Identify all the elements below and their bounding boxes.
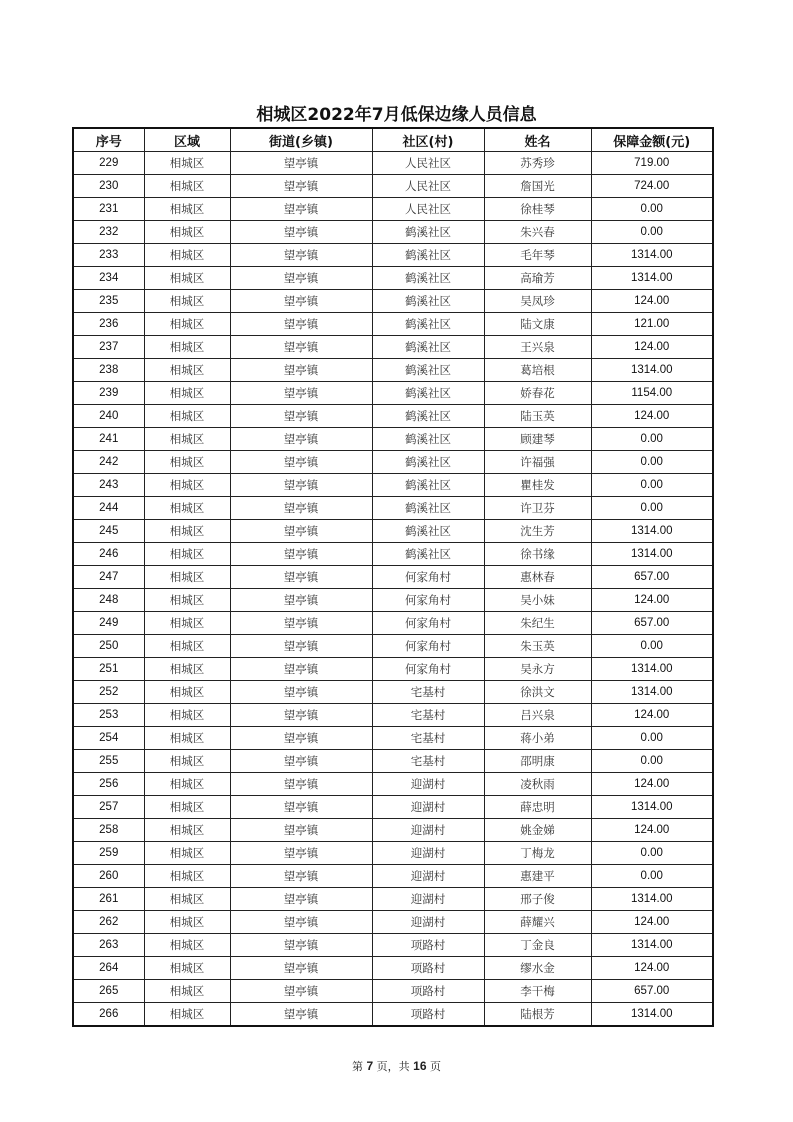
cell-index: 266 — [73, 1003, 144, 1027]
cell-district: 相城区 — [144, 198, 230, 221]
table-row — [73, 819, 713, 842]
cell-name: 邢子俊 — [484, 888, 591, 911]
cell-amount: 0.00 — [591, 865, 713, 888]
cell-name: 詹国光 — [484, 175, 591, 198]
footer-total-pages: 16 — [413, 1059, 427, 1073]
cell-street: 望亭镇 — [230, 957, 372, 980]
cell-index: 261 — [73, 888, 144, 911]
table-row — [73, 405, 713, 428]
cell-street: 望亭镇 — [230, 704, 372, 727]
table-row — [73, 267, 713, 290]
cell-name: 顾建琴 — [484, 428, 591, 451]
page-footer — [0, 1058, 793, 1074]
cell-street: 望亭镇 — [230, 290, 372, 313]
cell-index: 263 — [73, 934, 144, 957]
cell-index: 243 — [73, 474, 144, 497]
cell-community: 人民社区 — [372, 152, 484, 175]
cell-street: 望亭镇 — [230, 267, 372, 290]
cell-community: 鹤溪社区 — [372, 336, 484, 359]
header-district: 区域 — [144, 128, 230, 152]
cell-name: 薛耀兴 — [484, 911, 591, 934]
cell-district: 相城区 — [144, 704, 230, 727]
cell-name: 丁梅龙 — [484, 842, 591, 865]
cell-name: 缪水金 — [484, 957, 591, 980]
footer-prefix: 第 — [351, 1060, 363, 1073]
cell-name: 瞿桂发 — [484, 474, 591, 497]
table-row — [73, 865, 713, 888]
table-row — [73, 612, 713, 635]
cell-street: 望亭镇 — [230, 405, 372, 428]
cell-district: 相城区 — [144, 152, 230, 175]
cell-name: 葛培根 — [484, 359, 591, 382]
cell-amount: 719.00 — [591, 152, 713, 175]
cell-district: 相城区 — [144, 727, 230, 750]
cell-street: 望亭镇 — [230, 819, 372, 842]
cell-name: 朱纪生 — [484, 612, 591, 635]
cell-district: 相城区 — [144, 359, 230, 382]
cell-street: 望亭镇 — [230, 428, 372, 451]
cell-name: 徐洪文 — [484, 681, 591, 704]
cell-amount: 1314.00 — [591, 244, 713, 267]
table-row — [73, 888, 713, 911]
cell-street: 望亭镇 — [230, 336, 372, 359]
cell-community: 迎湖村 — [372, 773, 484, 796]
cell-amount: 124.00 — [591, 336, 713, 359]
cell-district: 相城区 — [144, 474, 230, 497]
cell-street: 望亭镇 — [230, 359, 372, 382]
footer-current-page: 7 — [366, 1059, 374, 1073]
cell-index: 239 — [73, 382, 144, 405]
cell-community: 何家角村 — [372, 566, 484, 589]
cell-index: 255 — [73, 750, 144, 773]
cell-amount: 124.00 — [591, 911, 713, 934]
cell-index: 248 — [73, 589, 144, 612]
cell-community: 迎湖村 — [372, 888, 484, 911]
table-row — [73, 957, 713, 980]
cell-index: 264 — [73, 957, 144, 980]
cell-street: 望亭镇 — [230, 451, 372, 474]
cell-street: 望亭镇 — [230, 152, 372, 175]
cell-community: 何家角村 — [372, 635, 484, 658]
cell-name: 许卫芬 — [484, 497, 591, 520]
cell-community: 人民社区 — [372, 198, 484, 221]
cell-community: 鹤溪社区 — [372, 244, 484, 267]
table-row — [73, 152, 713, 175]
cell-community: 项路村 — [372, 1003, 484, 1027]
cell-index: 254 — [73, 727, 144, 750]
table-row — [73, 175, 713, 198]
header-index: 序号 — [73, 128, 144, 152]
cell-index: 256 — [73, 773, 144, 796]
cell-community: 宅基村 — [372, 750, 484, 773]
cell-street: 望亭镇 — [230, 520, 372, 543]
cell-community: 项路村 — [372, 934, 484, 957]
table-row — [73, 704, 713, 727]
cell-street: 望亭镇 — [230, 244, 372, 267]
cell-community: 鹤溪社区 — [372, 405, 484, 428]
table-row — [73, 313, 713, 336]
cell-district: 相城区 — [144, 635, 230, 658]
cell-name: 李干梅 — [484, 980, 591, 1003]
cell-community: 项路村 — [372, 980, 484, 1003]
table-row — [73, 842, 713, 865]
cell-street: 望亭镇 — [230, 175, 372, 198]
cell-district: 相城区 — [144, 244, 230, 267]
cell-index: 229 — [73, 152, 144, 175]
cell-amount: 124.00 — [591, 773, 713, 796]
cell-district: 相城区 — [144, 865, 230, 888]
cell-name: 娇春花 — [484, 382, 591, 405]
cell-name: 惠建平 — [484, 865, 591, 888]
cell-community: 鹤溪社区 — [372, 428, 484, 451]
cell-community: 迎湖村 — [372, 842, 484, 865]
table-row — [73, 497, 713, 520]
cell-street: 望亭镇 — [230, 543, 372, 566]
cell-community: 人民社区 — [372, 175, 484, 198]
cell-amount: 657.00 — [591, 612, 713, 635]
cell-district: 相城区 — [144, 382, 230, 405]
table-row — [73, 773, 713, 796]
cell-amount: 0.00 — [591, 451, 713, 474]
table-row — [73, 290, 713, 313]
cell-district: 相城区 — [144, 842, 230, 865]
cell-street: 望亭镇 — [230, 658, 372, 681]
footer-middle: 页，共 — [376, 1060, 410, 1073]
cell-community: 鹤溪社区 — [372, 497, 484, 520]
cell-district: 相城区 — [144, 175, 230, 198]
cell-index: 247 — [73, 566, 144, 589]
cell-community: 鹤溪社区 — [372, 543, 484, 566]
cell-district: 相城区 — [144, 934, 230, 957]
cell-index: 252 — [73, 681, 144, 704]
cell-name: 徐桂琴 — [484, 198, 591, 221]
cell-district: 相城区 — [144, 451, 230, 474]
cell-index: 236 — [73, 313, 144, 336]
table-row — [73, 635, 713, 658]
cell-street: 望亭镇 — [230, 589, 372, 612]
cell-community: 迎湖村 — [372, 796, 484, 819]
cell-name: 陆根芳 — [484, 1003, 591, 1027]
cell-amount: 124.00 — [591, 704, 713, 727]
cell-name: 许福强 — [484, 451, 591, 474]
cell-name: 徐书缘 — [484, 543, 591, 566]
cell-index: 245 — [73, 520, 144, 543]
cell-district: 相城区 — [144, 612, 230, 635]
cell-community: 宅基村 — [372, 681, 484, 704]
cell-street: 望亭镇 — [230, 474, 372, 497]
cell-district: 相城区 — [144, 957, 230, 980]
cell-name: 薛忠明 — [484, 796, 591, 819]
cell-community: 何家角村 — [372, 658, 484, 681]
cell-name: 蒋小弟 — [484, 727, 591, 750]
cell-index: 237 — [73, 336, 144, 359]
cell-district: 相城区 — [144, 681, 230, 704]
cell-name: 惠林春 — [484, 566, 591, 589]
table-row — [73, 589, 713, 612]
cell-community: 鹤溪社区 — [372, 267, 484, 290]
cell-name: 邵明康 — [484, 750, 591, 773]
cell-amount: 1314.00 — [591, 359, 713, 382]
cell-street: 望亭镇 — [230, 1003, 372, 1027]
cell-name: 朱兴春 — [484, 221, 591, 244]
cell-name: 高瑜芳 — [484, 267, 591, 290]
cell-street: 望亭镇 — [230, 796, 372, 819]
cell-district: 相城区 — [144, 980, 230, 1003]
cell-name: 毛年琴 — [484, 244, 591, 267]
table-row — [73, 658, 713, 681]
cell-street: 望亭镇 — [230, 865, 372, 888]
cell-community: 鹤溪社区 — [372, 474, 484, 497]
cell-amount: 1314.00 — [591, 543, 713, 566]
cell-amount: 0.00 — [591, 635, 713, 658]
cell-amount: 1314.00 — [591, 796, 713, 819]
table-row — [73, 244, 713, 267]
cell-district: 相城区 — [144, 221, 230, 244]
cell-amount: 0.00 — [591, 750, 713, 773]
cell-amount: 124.00 — [591, 819, 713, 842]
cell-index: 232 — [73, 221, 144, 244]
cell-district: 相城区 — [144, 428, 230, 451]
cell-community: 鹤溪社区 — [372, 520, 484, 543]
cell-community: 鹤溪社区 — [372, 451, 484, 474]
cell-index: 242 — [73, 451, 144, 474]
cell-index: 240 — [73, 405, 144, 428]
cell-community: 鹤溪社区 — [372, 313, 484, 336]
table-body — [73, 152, 713, 1027]
cell-amount: 0.00 — [591, 727, 713, 750]
table-row — [73, 911, 713, 934]
cell-amount: 0.00 — [591, 221, 713, 244]
cell-street: 望亭镇 — [230, 497, 372, 520]
cell-amount: 121.00 — [591, 313, 713, 336]
cell-name: 吴永方 — [484, 658, 591, 681]
cell-amount: 124.00 — [591, 405, 713, 428]
cell-street: 望亭镇 — [230, 612, 372, 635]
cell-district: 相城区 — [144, 313, 230, 336]
cell-name: 陆文康 — [484, 313, 591, 336]
cell-index: 251 — [73, 658, 144, 681]
cell-street: 望亭镇 — [230, 750, 372, 773]
table-row — [73, 980, 713, 1003]
cell-district: 相城区 — [144, 543, 230, 566]
table-row — [73, 520, 713, 543]
cell-name: 朱玉英 — [484, 635, 591, 658]
footer-suffix: 页 — [430, 1060, 442, 1073]
cell-amount: 1314.00 — [591, 658, 713, 681]
cell-amount: 1314.00 — [591, 520, 713, 543]
header-row — [73, 128, 713, 152]
table-row — [73, 934, 713, 957]
cell-street: 望亭镇 — [230, 221, 372, 244]
cell-amount: 124.00 — [591, 290, 713, 313]
cell-community: 迎湖村 — [372, 819, 484, 842]
cell-street: 望亭镇 — [230, 635, 372, 658]
table-row — [73, 750, 713, 773]
cell-index: 235 — [73, 290, 144, 313]
cell-district: 相城区 — [144, 497, 230, 520]
cell-district: 相城区 — [144, 336, 230, 359]
cell-index: 262 — [73, 911, 144, 934]
cell-index: 231 — [73, 198, 144, 221]
cell-district: 相城区 — [144, 888, 230, 911]
cell-amount: 0.00 — [591, 497, 713, 520]
cell-amount: 0.00 — [591, 842, 713, 865]
cell-index: 244 — [73, 497, 144, 520]
cell-community: 鹤溪社区 — [372, 359, 484, 382]
cell-index: 241 — [73, 428, 144, 451]
cell-community: 鹤溪社区 — [372, 290, 484, 313]
table-row — [73, 221, 713, 244]
cell-street: 望亭镇 — [230, 934, 372, 957]
cell-amount: 124.00 — [591, 589, 713, 612]
cell-name: 吕兴泉 — [484, 704, 591, 727]
table-row — [73, 336, 713, 359]
cell-amount: 724.00 — [591, 175, 713, 198]
table-row — [73, 543, 713, 566]
cell-amount: 657.00 — [591, 980, 713, 1003]
cell-street: 望亭镇 — [230, 773, 372, 796]
table-row — [73, 681, 713, 704]
cell-index: 246 — [73, 543, 144, 566]
cell-district: 相城区 — [144, 405, 230, 428]
cell-community: 鹤溪社区 — [372, 382, 484, 405]
cell-index: 253 — [73, 704, 144, 727]
cell-community: 何家角村 — [372, 589, 484, 612]
cell-index: 250 — [73, 635, 144, 658]
cell-index: 265 — [73, 980, 144, 1003]
cell-name: 丁金良 — [484, 934, 591, 957]
cell-district: 相城区 — [144, 819, 230, 842]
table-row — [73, 796, 713, 819]
cell-community: 宅基村 — [372, 704, 484, 727]
table-row — [73, 382, 713, 405]
table-row — [73, 727, 713, 750]
cell-street: 望亭镇 — [230, 888, 372, 911]
cell-district: 相城区 — [144, 911, 230, 934]
header-community: 社区(村) — [372, 128, 484, 152]
cell-street: 望亭镇 — [230, 681, 372, 704]
cell-index: 233 — [73, 244, 144, 267]
cell-amount: 1314.00 — [591, 934, 713, 957]
cell-amount: 1154.00 — [591, 382, 713, 405]
header-amount: 保障金额(元) — [591, 128, 713, 152]
cell-street: 望亭镇 — [230, 382, 372, 405]
cell-community: 项路村 — [372, 957, 484, 980]
cell-name: 王兴泉 — [484, 336, 591, 359]
cell-name: 沈生芳 — [484, 520, 591, 543]
cell-index: 259 — [73, 842, 144, 865]
cell-amount: 0.00 — [591, 198, 713, 221]
cell-amount: 1314.00 — [591, 681, 713, 704]
cell-district: 相城区 — [144, 267, 230, 290]
cell-index: 230 — [73, 175, 144, 198]
table-row — [73, 428, 713, 451]
cell-street: 望亭镇 — [230, 842, 372, 865]
cell-amount: 0.00 — [591, 474, 713, 497]
cell-street: 望亭镇 — [230, 313, 372, 336]
header-name: 姓名 — [484, 128, 591, 152]
table-row — [73, 566, 713, 589]
cell-amount: 1314.00 — [591, 267, 713, 290]
cell-index: 257 — [73, 796, 144, 819]
cell-district: 相城区 — [144, 290, 230, 313]
cell-street: 望亭镇 — [230, 980, 372, 1003]
table-row — [73, 474, 713, 497]
cell-amount: 124.00 — [591, 957, 713, 980]
table-row — [73, 451, 713, 474]
cell-street: 望亭镇 — [230, 727, 372, 750]
cell-district: 相城区 — [144, 566, 230, 589]
cell-amount: 1314.00 — [591, 1003, 713, 1027]
cell-community: 迎湖村 — [372, 911, 484, 934]
cell-name: 吴小妹 — [484, 589, 591, 612]
cell-community: 鹤溪社区 — [372, 221, 484, 244]
cell-district: 相城区 — [144, 658, 230, 681]
cell-name: 凌秋雨 — [484, 773, 591, 796]
cell-amount: 657.00 — [591, 566, 713, 589]
cell-name: 陆玉英 — [484, 405, 591, 428]
cell-street: 望亭镇 — [230, 911, 372, 934]
cell-district: 相城区 — [144, 796, 230, 819]
cell-index: 234 — [73, 267, 144, 290]
cell-district: 相城区 — [144, 750, 230, 773]
cell-district: 相城区 — [144, 520, 230, 543]
cell-community: 迎湖村 — [372, 865, 484, 888]
cell-street: 望亭镇 — [230, 198, 372, 221]
data-table — [72, 127, 714, 1027]
cell-index: 249 — [73, 612, 144, 635]
cell-community: 何家角村 — [372, 612, 484, 635]
table-row — [73, 198, 713, 221]
cell-amount: 0.00 — [591, 428, 713, 451]
table-row — [73, 359, 713, 382]
cell-index: 260 — [73, 865, 144, 888]
cell-community: 宅基村 — [372, 727, 484, 750]
cell-name: 吴凤珍 — [484, 290, 591, 313]
document-title: 相城区2022年7月低保边缘人员信息 — [256, 105, 537, 125]
header-street: 街道(乡镇) — [230, 128, 372, 152]
table-row — [73, 1003, 713, 1027]
cell-district: 相城区 — [144, 1003, 230, 1027]
cell-index: 258 — [73, 819, 144, 842]
cell-amount: 1314.00 — [591, 888, 713, 911]
cell-street: 望亭镇 — [230, 566, 372, 589]
cell-name: 苏秀珍 — [484, 152, 591, 175]
cell-district: 相城区 — [144, 773, 230, 796]
cell-district: 相城区 — [144, 589, 230, 612]
cell-index: 238 — [73, 359, 144, 382]
cell-name: 姚金娣 — [484, 819, 591, 842]
